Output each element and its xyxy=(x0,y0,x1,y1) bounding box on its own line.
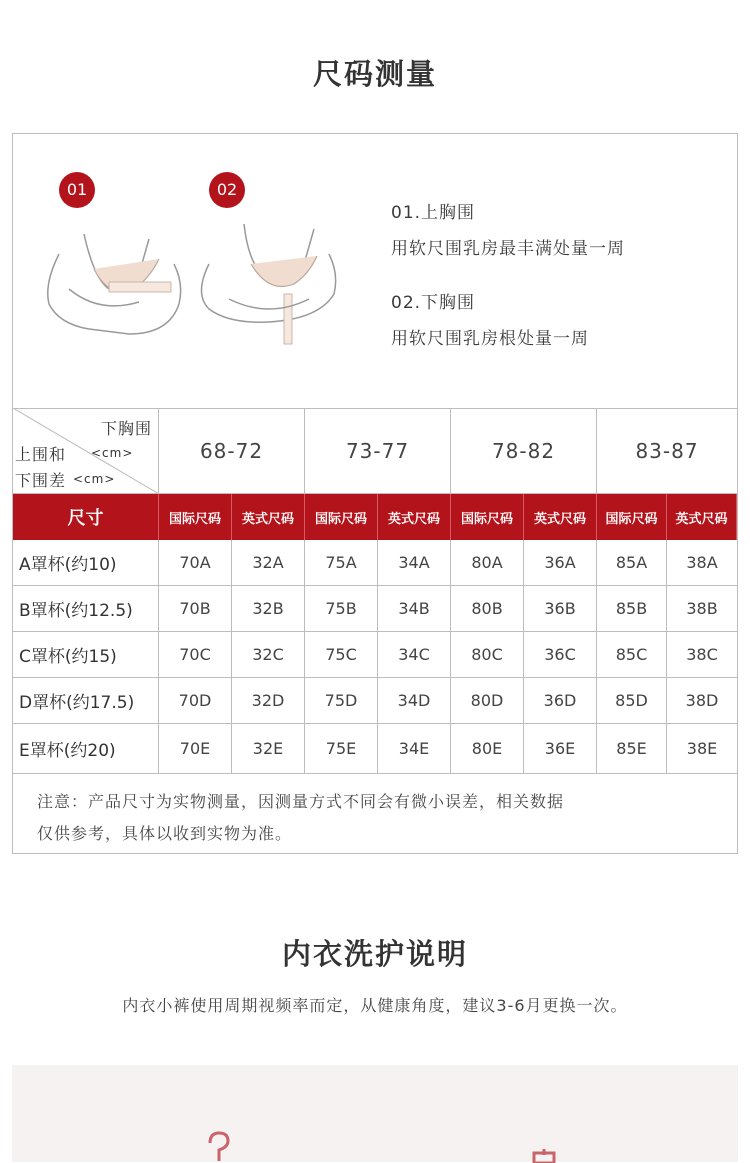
corner-under-bust-label: 下胸围 xyxy=(100,419,152,438)
upper-bust-illustration xyxy=(39,194,189,354)
corner-upper-label: 上围和 xyxy=(15,445,67,464)
uk-size-cell: 32B xyxy=(232,586,305,631)
intl-size-header: 国际尺码 xyxy=(159,494,232,540)
measure-section xyxy=(13,134,737,409)
intl-size-header: 国际尺码 xyxy=(305,494,378,540)
intl-size-cell: 70C xyxy=(159,632,232,677)
intl-size-cell: 80B xyxy=(451,586,524,631)
intl-size-cell: 80C xyxy=(451,632,524,677)
table-row xyxy=(13,678,737,724)
uk-size-cell: 36B xyxy=(524,586,597,631)
corner-lower-label: 下围差 xyxy=(15,471,67,490)
corner-unit-1: <cm> xyxy=(91,446,134,460)
table-row xyxy=(13,586,737,632)
uk-size-cell: 36D xyxy=(524,678,597,723)
uk-size-cell: 38E xyxy=(686,739,718,758)
table-row xyxy=(13,724,737,774)
uk-size-cell: 34A xyxy=(378,540,451,585)
uk-size-header: 英式尺码 xyxy=(232,494,305,540)
intl-size-cell: 70D xyxy=(159,678,232,723)
iron-icon xyxy=(532,1149,556,1163)
intl-size-cell: 70E xyxy=(159,724,232,773)
cup-label: B罩杯(约12.5) xyxy=(13,586,159,631)
care-icons-panel xyxy=(12,1065,738,1162)
measurement-note xyxy=(37,786,717,850)
corner-unit-2: <cm> xyxy=(73,472,116,486)
range-header: 78-82 xyxy=(451,408,597,493)
uk-size-cell: 32E xyxy=(232,724,305,773)
cup-label: C罩杯(约15) xyxy=(13,632,159,677)
uk-size-cell: 34C xyxy=(378,632,451,677)
uk-size-header: 英式尺码 xyxy=(667,494,737,540)
table-header-row xyxy=(13,408,737,494)
uk-size-cell: 36E xyxy=(524,724,597,773)
uk-size-header: 英式尺码 xyxy=(524,494,597,540)
note-line-1: 注意：产品尺寸为实物测量，因测量方式不同会有微小误差，相关数据 xyxy=(37,792,565,811)
table-row xyxy=(13,540,737,586)
note-line-2: 仅供参考，具体以收到实物为准。 xyxy=(37,824,293,843)
intl-size-cell: 80D xyxy=(451,678,524,723)
care-subtitle: 内衣小裤使用周期视频率而定，从健康角度，建议3-6月更换一次。 xyxy=(122,996,628,1015)
under-bust-heading: 02.下胸围 xyxy=(391,293,476,313)
range-header: 73-77 xyxy=(305,408,451,493)
uk-size-cell: 32D xyxy=(232,678,305,723)
step-badge-02: 02 xyxy=(209,172,245,208)
cup-label: E罩杯(约20) xyxy=(13,724,159,773)
uk-size-cell: 38C xyxy=(686,645,718,664)
corner-cell xyxy=(13,408,159,493)
table-row xyxy=(13,632,737,678)
intl-size-cell: 70B xyxy=(159,586,232,631)
uk-size-cell: 32C xyxy=(232,632,305,677)
size-title: 尺码测量 xyxy=(312,57,437,91)
step-badge-01: 01 xyxy=(59,172,95,208)
intl-size-cell: 75E xyxy=(305,724,378,773)
intl-size-cell: 85A xyxy=(597,540,667,585)
cup-label: D罩杯(约17.5) xyxy=(13,678,159,723)
size-column-header: 尺寸 xyxy=(13,494,159,540)
uk-size-cell: 34E xyxy=(378,724,451,773)
uk-size-cell: 36C xyxy=(524,632,597,677)
uk-size-cell: 38B xyxy=(686,599,718,618)
intl-size-cell: 75A xyxy=(305,540,378,585)
intl-size-cell: 85E xyxy=(597,724,667,773)
upper-bust-text: 用软尺围乳房最丰满处量一周 xyxy=(391,239,625,259)
uk-size-cell: 34D xyxy=(378,678,451,723)
uk-size-cell: 32A xyxy=(232,540,305,585)
upper-bust-heading: 01.上胸围 xyxy=(391,203,476,223)
uk-size-cell: 38D xyxy=(685,691,719,710)
under-bust-illustration xyxy=(189,194,349,354)
intl-size-cell: 75C xyxy=(305,632,378,677)
uk-size-cell: 36A xyxy=(524,540,597,585)
uk-size-header: 英式尺码 xyxy=(378,494,451,540)
intl-size-cell: 80A xyxy=(451,540,524,585)
intl-size-cell: 85D xyxy=(597,678,667,723)
care-title: 内衣洗护说明 xyxy=(281,937,468,971)
intl-size-header: 国际尺码 xyxy=(451,494,524,540)
uk-size-cell: 34B xyxy=(378,586,451,631)
intl-size-cell: 85B xyxy=(597,586,667,631)
uk-size-cell: 38A xyxy=(686,553,718,572)
range-header: 68-72 xyxy=(159,408,305,493)
size-chart-card xyxy=(12,133,738,854)
intl-size-cell: 80E xyxy=(451,724,524,773)
intl-size-cell: 70A xyxy=(159,540,232,585)
under-bust-text: 用软尺围乳房根处量一周 xyxy=(391,329,589,349)
intl-size-header: 国际尺码 xyxy=(597,494,667,540)
hanger-icon xyxy=(204,1131,234,1163)
intl-size-cell: 75B xyxy=(305,586,378,631)
intl-size-cell: 75D xyxy=(305,678,378,723)
intl-size-cell: 85C xyxy=(597,632,667,677)
size-type-header-row xyxy=(13,494,737,540)
range-header: 83-87 xyxy=(635,438,699,463)
cup-label: A罩杯(约10) xyxy=(13,540,159,585)
